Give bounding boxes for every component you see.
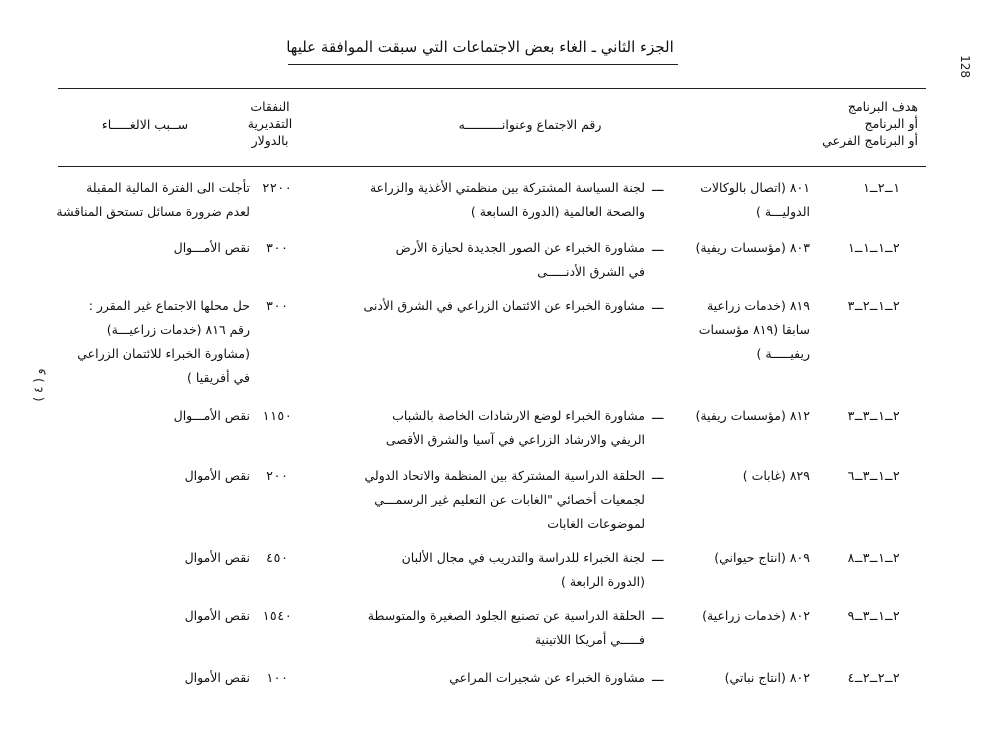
row-meeting-title: الحلقة الدراسية المشتركة بين المنظمة والاتحاد الدولي لجمعيات أخصائي "الغابات عن التعليم غير الرسمـــي لموضوعات الغابات: [364, 468, 645, 531]
row-cost: ٢٢٠٠: [261, 180, 293, 195]
header-reason: ســبب الالغـــــاء: [101, 117, 189, 132]
row-code: ٢ـ١ـ٣ـ٨: [847, 550, 900, 565]
row-reason: تأجلت الى الفترة المالية المقبلة لعدم ضرورة مسائل تستحق المناقشة: [56, 180, 250, 219]
row-unit: ٨١٩ (خدمات زراعية سابقا (٨١٩ مؤسسات ريفيـــــة ): [698, 298, 810, 361]
row-reason: نقص الأمـــوال: [173, 240, 250, 255]
page-number: 128: [958, 55, 972, 78]
dash-separator: ـــ: [652, 608, 664, 623]
dash-separator: ـــ: [652, 670, 664, 685]
row-unit: ٨٢٩ (غابات ): [742, 468, 810, 483]
row-cost: ١٠٠: [265, 670, 289, 685]
row-unit: ٨١٢ (مؤسسات ريفية): [695, 408, 810, 423]
title-underline: [288, 64, 678, 65]
row-code: ٢ـ٢ـ٢ـ٤: [847, 670, 900, 685]
row-reason: نقص الأمـــوال: [173, 408, 250, 423]
dash-separator: ـــ: [652, 550, 664, 565]
row-meeting-title: مشاورة الخبراء عن الصور الجديدة لحيازة الأرض في الشرق الأدنـــــى: [395, 240, 645, 279]
row-code: ٢ـ١ـ٣ـ٣: [847, 408, 900, 423]
row-cost: ٣٠٠: [265, 298, 289, 313]
row-reason: نقص الأموال: [184, 608, 250, 623]
dash-separator: ـــ: [652, 180, 664, 195]
row-unit: ٨٠٩ (انتاج حيواني): [714, 550, 810, 565]
row-reason: نقص الأموال: [184, 670, 250, 685]
header-bottom-rule: [58, 166, 926, 167]
dash-separator: ـــ: [652, 468, 664, 483]
row-cost: ١٥٤٠: [261, 608, 293, 623]
row-unit: ٨٠٢ (انتاج نباتي): [724, 670, 810, 685]
row-code: ٢ـ١ـ٢ـ٣: [847, 298, 900, 313]
side-annex-mark: و ( ٤ ): [31, 368, 46, 402]
row-reason: نقص الأموال: [184, 468, 250, 483]
header-meeting: رقم الاجتماع وعنوانــــــــــه: [458, 117, 602, 132]
dash-separator: ـــ: [652, 408, 664, 423]
row-cost: ٤٥٠: [265, 550, 289, 565]
row-reason: حل محلها الاجتماع غير المقرر : رقم ٨١٦ (خدمات زراعيـــة) (مشاورة الخبراء للائتمان الزراعي في أفريقيا ): [77, 298, 250, 385]
row-reason: نقص الأموال: [184, 550, 250, 565]
row-code: ٢ـ١ـ١ـ١: [847, 240, 900, 255]
row-meeting-title: الحلقة الدراسية عن تصنيع الجلود الصغيرة والمتوسطة فـــــي أمريكا اللاتينية: [367, 608, 645, 647]
table-top-rule: [58, 88, 926, 89]
row-meeting-title: مشاورة الخبراء لوضع الارشادات الخاصة بالشباب الريفي والارشاد الزراعي في آسيا والشرق الأقصى: [385, 408, 645, 447]
row-code: ٢ـ١ـ٣ـ٦: [847, 468, 900, 483]
row-unit: ٨٠١ (اتصال بالوكالات الدوليـــة ): [700, 180, 810, 219]
dash-separator: ـــ: [652, 298, 664, 313]
dash-separator: ـــ: [652, 240, 664, 255]
row-meeting-title: مشاورة الخبراء عن الائتمان الزراعي في الشرق الأدنى: [363, 298, 645, 313]
header-cost: النفقات التقديرية بالدولار: [247, 99, 293, 148]
page-title: الجزء الثاني ـ الغاء بعض الاجتماعات التي سبقت الموافقة عليها: [286, 38, 674, 56]
row-cost: ٢٠٠: [265, 468, 289, 483]
row-meeting-title: مشاورة الخبراء عن شجيرات المراعي: [449, 670, 645, 685]
row-meeting-title: لجنة السياسة المشتركة بين منظمتي الأغذية والزراعة والصحة العالمية (الدورة السابعة ): [369, 180, 645, 219]
row-unit: ٨٠٢ (خدمات زراعية): [702, 608, 810, 623]
row-code: ١ـ٢ـ١: [862, 180, 900, 195]
row-code: ٢ـ١ـ٣ـ٩: [847, 608, 900, 623]
row-cost: ١١٥٠: [261, 408, 293, 423]
header-goal: هدف البرنامج أو البرنامج أو البرنامج الفرعي: [822, 99, 918, 148]
row-unit: ٨٠٣ (مؤسسات ريفية): [695, 240, 810, 255]
row-cost: ٣٠٠: [265, 240, 289, 255]
row-meeting-title: لجنة الخبراء للدراسة والتدريب في مجال الألبان (الدورة الرابعة ): [401, 550, 645, 589]
